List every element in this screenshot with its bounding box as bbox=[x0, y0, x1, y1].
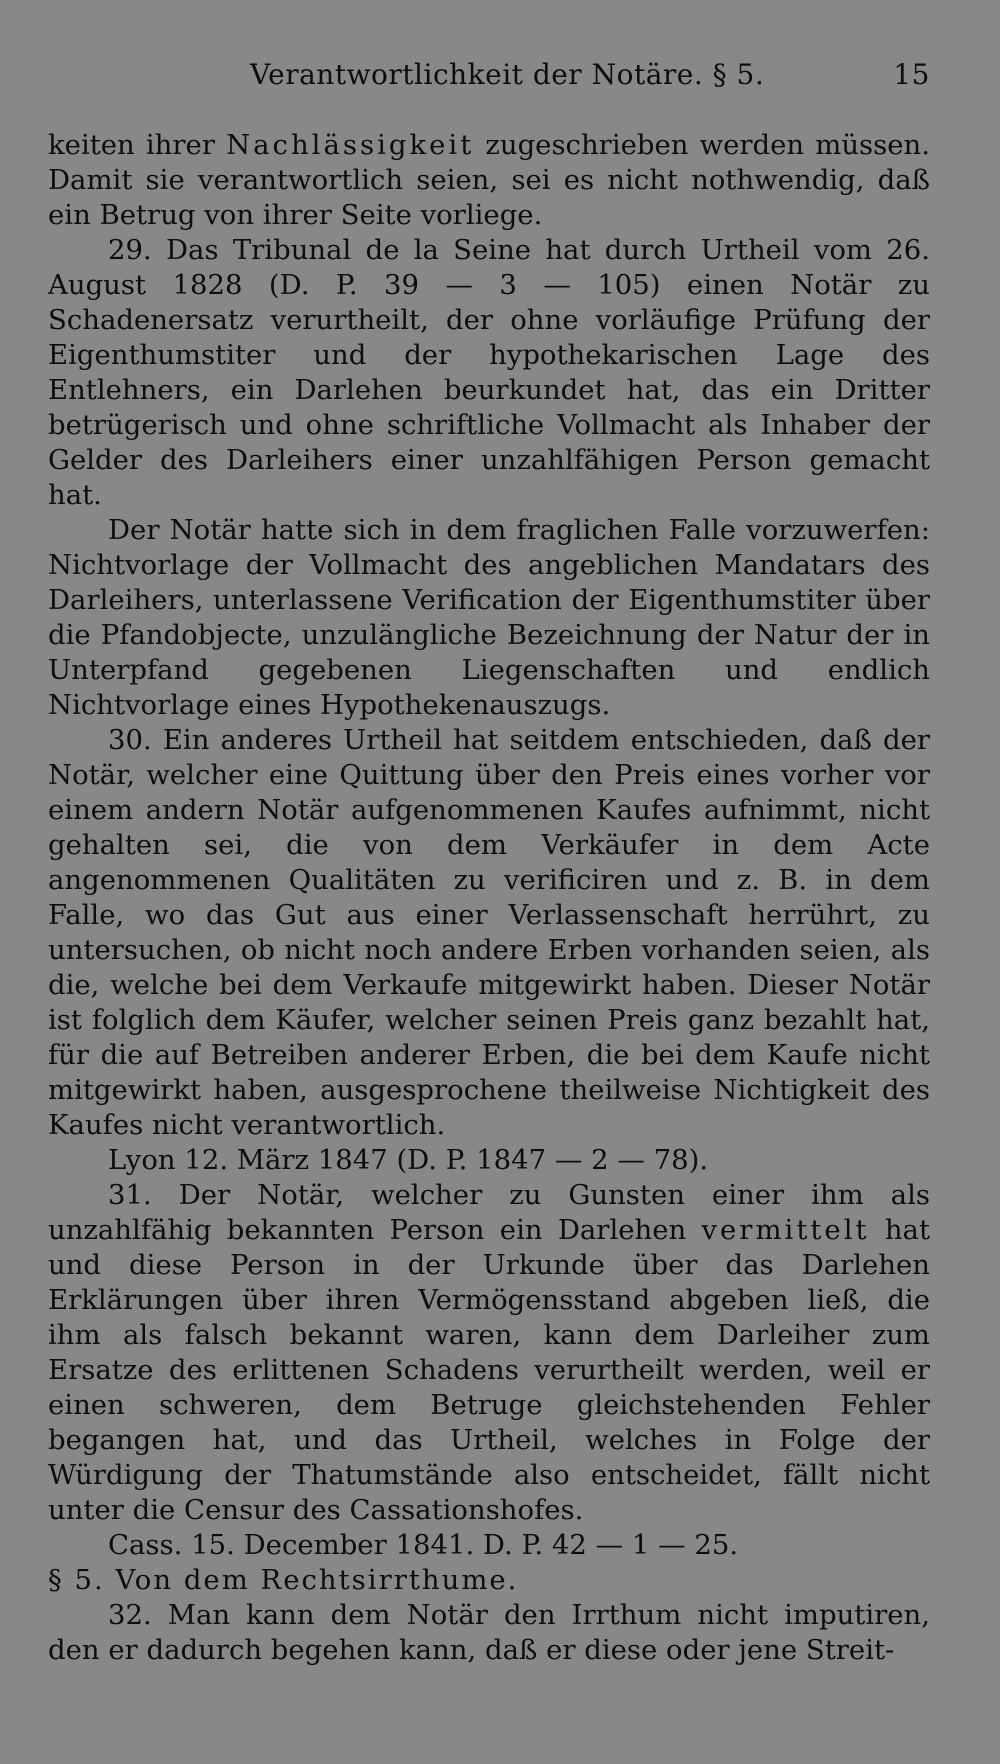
page-body bbox=[48, 128, 930, 1668]
text-run: zugeschrieben werden müssen. Damit sie verantwortlich seien, sei es nicht nothwendig, daß ein Betrug von ihrer Seite vorliege. bbox=[48, 129, 930, 231]
paragraph-continuation bbox=[48, 128, 930, 233]
running-header bbox=[250, 58, 930, 91]
text-run: keiten ihrer bbox=[48, 129, 227, 161]
citation-31: Cass. 15. December 1841. D. P. 42 — 1 — 25. bbox=[108, 1529, 739, 1561]
paragraph-32: 32. Man kann dem Notär den Irrthum nicht imputiren, den er dadurch begehen kann, daß er diese oder jene Streit- bbox=[48, 1599, 930, 1666]
emphasized-text: vermittelt bbox=[701, 1214, 870, 1246]
text-run: 31. Der Notär, welcher zu Gunsten einer ihm als unzahlfähig bekannten Person ein Darlehen bbox=[48, 1179, 930, 1246]
paragraph-30: 30. Ein anderes Urtheil hat seitdem entschieden, daß der Notär, welcher eine Quittung über den Preis eines vorher vor einem andern Notär aufgenommenen Kaufes aufnimmt, nicht gehalten sei, die von dem Verkäufer in dem Acte angenommenen Qualitäten zu verificiren und z. B. in dem Falle, wo das Gut aus einer Verlassenschaft herrührt, zu untersuchen, ob nicht noch andere Erben vorhanden seien, als die, welche bei dem Verkaufe mitgewirkt haben. Dieser Notär ist folglich dem Käufer, welcher seinen Preis ganz bezahlt hat, für die auf Betreiben anderer Erben, die bei dem Kaufe nicht mitgewirkt haben, ausgesprochene theilweise Nichtigkeit des Kaufes nicht verantwortlich. bbox=[48, 724, 930, 1141]
emphasized-text: Nachlässigkeit bbox=[226, 129, 475, 161]
paragraph-29: 29. Das Tribunal de la Seine hat durch Urtheil vom 26. August 1828 (D. P. 39 — 3 — 105) einen Notär zu Schadenersatz verurtheilt, der ohne vorläufige Prüfung der Eigenthumstiter und der hypothekarischen Lage des Entlehners, ein Darlehen beurkundet hat, das ein Dritter betrügerisch und ohne schriftliche Vollmacht als Inhaber der Gelder des Darleihers einer unzahlfähigen Person gemacht hat. bbox=[48, 234, 930, 511]
page-number: 15 bbox=[893, 58, 930, 91]
paragraph-31 bbox=[48, 1178, 930, 1528]
paragraph-29-continued: Der Notär hatte sich in dem fraglichen Falle vorzuwerfen: Nichtvorlage der Vollmacht des angeblichen Mandatars des Darleihers, unterlassene Verification der Eigenthumstiter über die Pfandobjecte, unzulängliche Bezeichnung der Natur der in Unterpfand gegebenen Liegenschaften und endlich Nichtvorlage eines Hypothekenauszugs. bbox=[48, 514, 930, 721]
running-title: Verantwortlichkeit der Notäre. § 5. bbox=[250, 58, 765, 91]
citation-30: Lyon 12. März 1847 (D. P. 1847 — 2 — 78). bbox=[108, 1144, 709, 1176]
text-run: hat und diese Person in der Urkunde über das Darlehen Erklärungen über ihren Vermögensstand abgeben ließ, die ihm als falsch bekannt waren, kann dem Darleiher zum Ersatze des erlittenen Schadens verurtheilt werden, weil er einen schweren, dem Betruge gleichstehenden Fehler begangen hat, und das Urtheil, welches in Folge der Würdigung der Thatumstände also entscheidet, fällt nicht unter die Censur des Cassationshofes. bbox=[48, 1214, 930, 1526]
section-heading: § 5. Von dem Rechtsirrthume. bbox=[48, 1564, 519, 1596]
